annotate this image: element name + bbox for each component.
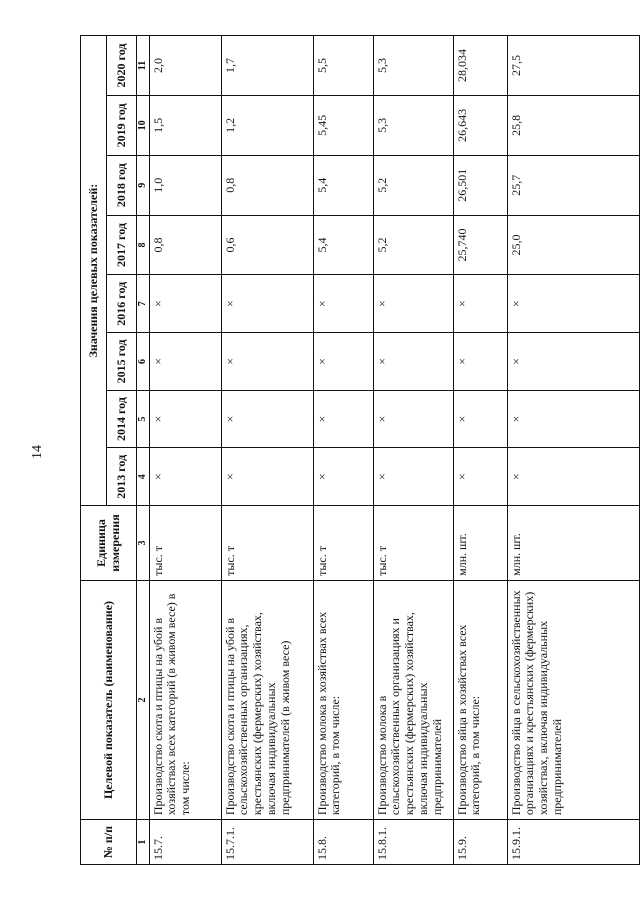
column-number: 4 [137, 448, 150, 506]
header-year-2014: 2014 год [107, 390, 137, 448]
row-value: 26,643 [453, 95, 507, 155]
row-value: × [313, 390, 373, 448]
row-value: 5,3 [373, 95, 453, 155]
row-value: × [313, 275, 373, 333]
row-value: × [373, 275, 453, 333]
header-indicator: Целевой показатель (наименование) [81, 580, 137, 819]
row-value: 25,0 [507, 215, 640, 275]
row-value: × [507, 275, 640, 333]
row-value: 5,5 [313, 36, 373, 96]
table-row [507, 36, 640, 865]
row-value: × [313, 333, 373, 391]
row-value: 5,45 [313, 95, 373, 155]
header-year-2020: 2020 год [107, 36, 137, 96]
row-value: × [149, 390, 221, 448]
table-row [149, 36, 221, 865]
row-value: 5,3 [373, 36, 453, 96]
row-unit: тыс. т [149, 506, 221, 581]
row-unit: тыс. т [221, 506, 313, 581]
row-value: 5,4 [313, 155, 373, 215]
row-value: 25,7 [507, 155, 640, 215]
row-value: × [453, 390, 507, 448]
column-number: 7 [137, 275, 150, 333]
row-value: 25,740 [453, 215, 507, 275]
row-value: 1,5 [149, 95, 221, 155]
row-indicator-name: Производство яйца в хозяйствах всех категорий, в том числе: [453, 580, 507, 819]
table-row [373, 36, 453, 865]
row-value: × [373, 333, 453, 391]
row-num: 15.8.1. [373, 820, 453, 865]
row-value: 1,2 [221, 95, 313, 155]
row-num: 15.9. [453, 820, 507, 865]
row-value: × [453, 333, 507, 391]
row-num: 15.9.1. [507, 820, 640, 865]
row-value: × [221, 275, 313, 333]
row-indicator-name: Производство молока в сельскохозяйственных организациях и крестьянских (фермерских) хозяйствах, включая индивидуальных предпринимателей [373, 580, 453, 819]
row-num: 15.7. [149, 820, 221, 865]
row-value: × [149, 333, 221, 391]
table-row [453, 36, 507, 865]
header-num: № п/п [81, 820, 137, 865]
header-year-2016: 2016 год [107, 275, 137, 333]
row-unit: млн. шт. [453, 506, 507, 581]
row-value: 27,5 [507, 36, 640, 96]
row-num: 15.7.1. [221, 820, 313, 865]
header-year-2017: 2017 год [107, 215, 137, 275]
row-value: × [507, 333, 640, 391]
row-value: 1,7 [221, 36, 313, 96]
target-indicators-table [80, 35, 640, 865]
column-number: 2 [137, 580, 150, 819]
row-value: 1,0 [149, 155, 221, 215]
column-number: 8 [137, 215, 150, 275]
row-value: 0,8 [149, 215, 221, 275]
row-unit: тыс. т [313, 506, 373, 581]
row-value: 5,2 [373, 215, 453, 275]
row-value: 5,4 [313, 215, 373, 275]
header-year-2018: 2018 год [107, 155, 137, 215]
row-indicator-name: Производство молока в хозяйствах всех категорий, в том числе: [313, 580, 373, 819]
row-unit: млн. шт. [507, 506, 640, 581]
page-number: 14 [30, 445, 45, 459]
row-value: 5,2 [373, 155, 453, 215]
row-value: × [221, 448, 313, 506]
row-value: × [453, 448, 507, 506]
row-value: × [221, 390, 313, 448]
row-value: 25,8 [507, 95, 640, 155]
row-value: × [507, 390, 640, 448]
column-number: 6 [137, 333, 150, 391]
row-value: × [373, 390, 453, 448]
rotated-table-container [80, 35, 640, 865]
header-year-2019: 2019 год [107, 95, 137, 155]
column-number: 9 [137, 155, 150, 215]
row-value: × [149, 275, 221, 333]
row-value: 26,501 [453, 155, 507, 215]
column-number: 5 [137, 390, 150, 448]
row-num: 15.8. [313, 820, 373, 865]
header-year-2015: 2015 год [107, 333, 137, 391]
row-value: × [221, 333, 313, 391]
row-value: 28,034 [453, 36, 507, 96]
column-number: 1 [137, 820, 150, 865]
table-row [221, 36, 313, 865]
row-value: 0,8 [221, 155, 313, 215]
row-indicator-name: Производство скота и птицы на убой в хозяйствах всех категорий (в живом весе) в том числе: [149, 580, 221, 819]
row-unit: тыс. т [373, 506, 453, 581]
row-value: 0,6 [221, 215, 313, 275]
header-values-group: Значения целевых показателей: [81, 36, 107, 506]
column-number: 10 [137, 95, 150, 155]
column-number: 3 [137, 506, 150, 581]
row-indicator-name: Производство скота и птицы на убой в сельскохозяйственных организациях, крестьянских (фермерских) хозяйствах, включая индивидуальных предпринимателей (в живом весе) [221, 580, 313, 819]
row-value: 2,0 [149, 36, 221, 96]
row-value: × [373, 448, 453, 506]
row-value: × [149, 448, 221, 506]
row-indicator-name: Производство яйца в сельскохозяйственных организациях и крестьянских (фермерских) хозяйствах, включая индивидуальных предпринимателей [507, 580, 640, 819]
table-row [313, 36, 373, 865]
row-value: × [313, 448, 373, 506]
column-number: 11 [137, 36, 150, 96]
row-value: × [507, 448, 640, 506]
header-year-2013: 2013 год [107, 448, 137, 506]
header-unit: Единица измерения [81, 506, 137, 581]
row-value: × [453, 275, 507, 333]
